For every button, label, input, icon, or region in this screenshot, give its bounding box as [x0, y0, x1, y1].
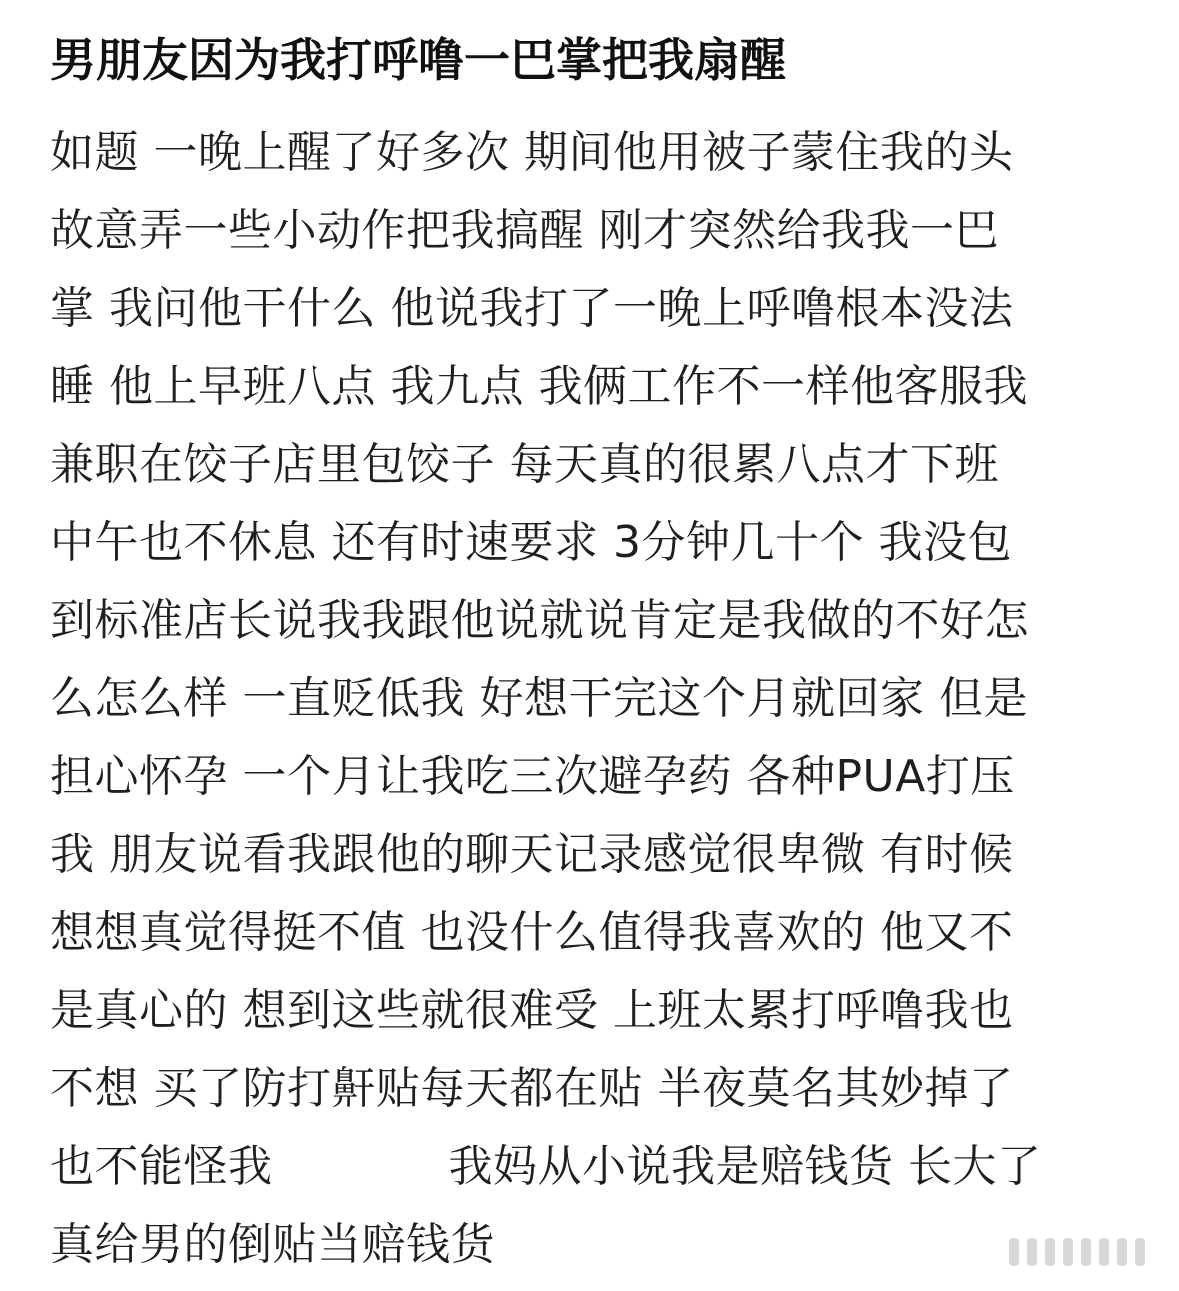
- post-line-3: 掌 我问他干什么 他说我打了一晚上呼噜根本没法: [50, 283, 1014, 334]
- post-line-13: 不想 买了防打鼾贴每天都在贴 半夜莫名其妙掉了: [50, 1063, 1014, 1114]
- barcode-watermark-icon: [989, 1227, 1165, 1277]
- watermark-bar: [1009, 1238, 1019, 1266]
- post-line-14: [50, 1128, 1140, 1206]
- post-line-11: 想想真觉得挺不值 也没什么值得我喜欢的 他又不: [50, 907, 1014, 958]
- post-line-8: 么怎么样 一直贬低我 好想干完这个月就回家 但是: [50, 673, 1028, 724]
- watermark-bar: [1135, 1238, 1145, 1266]
- watermark-bar: [1027, 1238, 1037, 1266]
- post-line-4: 睡 他上早班八点 我九点 我俩工作不一样他客服我: [50, 361, 1028, 412]
- post-title: 男朋友因为我打呼噜一巴掌把我扇醒: [50, 33, 786, 87]
- watermark-bar: [1063, 1238, 1073, 1266]
- post-line-10: 我 朋友说看我跟他的聊天记录感觉很卑微 有时候: [50, 829, 1014, 880]
- post-line-5: 兼职在饺子店里包饺子 每天真的很累八点才下班: [50, 439, 999, 490]
- post-body: [50, 114, 1140, 1284]
- watermark-bar: [1081, 1238, 1091, 1266]
- post-line-12: 是真心的 想到这些就很难受 上班太累打呼噜我也: [50, 985, 1014, 1036]
- post-line-1: 如题 一晚上醒了好多次 期间他用被子蒙住我的头: [50, 127, 1014, 178]
- post-line-14-left: 也不能怪我: [50, 1141, 273, 1192]
- post-container: [50, 26, 1140, 1284]
- redaction-block: [273, 1136, 449, 1198]
- post-line-2: 故意弄一些小动作把我搞醒 刚才突然给我我一巴: [50, 205, 999, 256]
- post-line-14-right: 我妈从小说我是赔钱货 长大了: [448, 1141, 1042, 1192]
- watermark-bar: [1045, 1238, 1055, 1266]
- post-line-15: 真给男的倒贴当赔钱货: [50, 1219, 495, 1270]
- watermark-bar: [1099, 1238, 1109, 1266]
- post-line-7: 到标准店长说我我跟他说就说肯定是我做的不好怎: [50, 595, 1029, 646]
- watermark-bar: [1117, 1238, 1127, 1266]
- post-line-6: 中午也不休息 还有时速要求 3分钟几十个 我没包: [50, 517, 1012, 568]
- post-line-9: 担心怀孕 一个月让我吃三次避孕药 各种PUA打压: [50, 751, 1015, 802]
